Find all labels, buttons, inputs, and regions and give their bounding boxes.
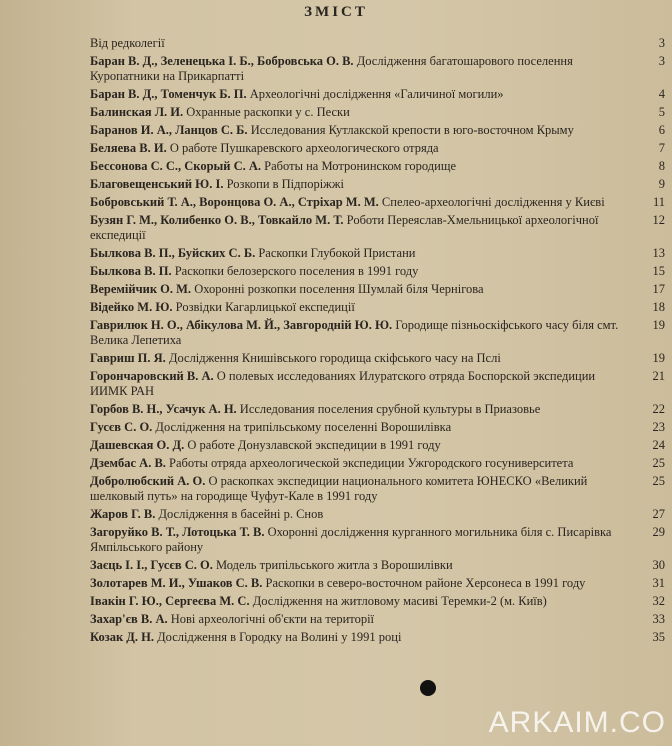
toc-entry-text — [90, 123, 625, 138]
toc-entry-title: О полевых исследованиях Илуратского отряда Боспорской экспедиции ИИМК РАН — [90, 369, 596, 398]
toc-entry-text — [90, 213, 625, 243]
toc-entry-title: Работы отряда археологической экспедиции Ужгородского госуниверситета — [169, 456, 574, 470]
toc-entry-title: Дослідження в басейні р. Снов — [158, 507, 324, 521]
toc-entry-text — [90, 438, 625, 453]
toc-entry — [90, 402, 665, 417]
toc-entry — [90, 213, 665, 243]
toc-entry-page: 13 — [652, 246, 665, 260]
toc-entry — [90, 438, 665, 453]
toc-entry-title: Раскопки в северо-восточном районе Херсонеса в 1991 году — [265, 576, 586, 590]
toc-entry — [90, 612, 665, 627]
toc-entry-page: 6 — [658, 123, 665, 137]
toc-entry-text — [90, 159, 625, 174]
toc-entry-text — [90, 576, 625, 591]
table-of-contents — [90, 36, 665, 648]
toc-entry — [90, 594, 665, 609]
toc-entry — [90, 525, 665, 555]
toc-entry — [90, 123, 665, 138]
toc-entry-text — [90, 351, 625, 366]
toc-entry-text — [90, 507, 625, 522]
toc-entry-page: 3 — [658, 54, 665, 68]
toc-entry-text — [90, 195, 625, 210]
toc-entry-page: 11 — [652, 195, 665, 209]
toc-entry-author: Былкова В. П. — [90, 264, 172, 278]
toc-entry-page: 29 — [652, 525, 665, 539]
toc-entry-page: 24 — [652, 438, 665, 452]
toc-entry-author: Горончаровский В. А. — [90, 369, 214, 383]
toc-entry — [90, 246, 665, 261]
toc-entry-title: Дослідження на трипільському поселенні Ворошилівка — [155, 420, 452, 434]
toc-entry — [90, 318, 665, 348]
toc-entry-text — [90, 264, 625, 279]
toc-entry-page: 25 — [652, 474, 665, 488]
toc-entry — [90, 474, 665, 504]
toc-entry-title: Раскопки Глубокой Пристани — [258, 246, 416, 260]
toc-entry-author: Відейко М. Ю. — [90, 300, 173, 314]
toc-entry-title: О работе Пушкаревского археологического отряда — [169, 141, 439, 155]
toc-entry-page: 9 — [658, 177, 665, 191]
toc-entry-title: О работе Донузлавской экспедиции в 1991 году — [187, 438, 441, 452]
toc-entry-page: 22 — [652, 402, 665, 416]
toc-entry-title: О раскопках экспедиции национального комитета ЮНЕСКО «Великий шелковый путь» на городище Чуфут-Кале в 1991 году — [90, 474, 588, 503]
toc-entry-page: 35 — [652, 630, 665, 644]
toc-entry — [90, 507, 665, 522]
toc-entry-author: Жаров Г. В. — [90, 507, 156, 521]
toc-entry-page: 4 — [658, 87, 665, 101]
toc-entry-title: Дослідження в Городку на Волині у 1991 році — [157, 630, 402, 644]
toc-entry-author: Гаврилюк Н. О., Абікулова М. Й., Завгородній Ю. Ю. — [90, 318, 393, 332]
toc-entry — [90, 351, 665, 366]
page-title: ЗМІСТ — [304, 4, 368, 20]
toc-entry-text — [90, 630, 625, 645]
toc-entry-text — [90, 369, 625, 399]
toc-entry-author: Дашевская О. Д. — [90, 438, 185, 452]
toc-entry-title: Исследования поселения срубной культуры в Приазовье — [239, 402, 541, 416]
toc-entry-title: Розкопи в Підпоріжжі — [226, 177, 344, 191]
toc-entry-author: Дзембас А. В. — [90, 456, 166, 470]
toc-entry-page: 27 — [652, 507, 665, 521]
toc-entry-page: 3 — [658, 36, 665, 50]
toc-entry-text — [90, 456, 625, 471]
toc-entry-author: Золотарев М. И., Ушаков С. В. — [90, 576, 263, 590]
toc-entry — [90, 141, 665, 156]
toc-entry — [90, 456, 665, 471]
toc-entry-text — [90, 36, 625, 51]
toc-entry — [90, 558, 665, 573]
toc-entry-title: Спелео-археологічні дослідження у Києві — [381, 195, 605, 209]
toc-entry-author: Заєць І. І., Гусєв С. О. — [90, 558, 213, 572]
toc-entry-title: Охранные раскопки у с. Пески — [186, 105, 350, 119]
toc-entry-author: Балинская Л. И. — [90, 105, 184, 119]
toc-entry-page: 33 — [652, 612, 665, 626]
toc-entry-title: Охоронні дослідження курганного могильника біля с. Писарівка Ямпільського району — [90, 525, 612, 554]
toc-entry-author: Беляева В. И. — [90, 141, 167, 155]
toc-entry-author: Горбов В. Н., Усачук А. Н. — [90, 402, 237, 416]
toc-entry-page: 23 — [652, 420, 665, 434]
toc-entry-text — [90, 558, 625, 573]
toc-entry-page: 18 — [652, 300, 665, 314]
toc-entry-text — [90, 612, 625, 627]
toc-entry-title: Исследования Кутлакской крепости в юго-восточном Крыму — [250, 123, 574, 137]
toc-entry-text — [90, 54, 625, 84]
toc-entry — [90, 630, 665, 645]
toc-entry-author: Баран В. Д., Зеленецька І. Б., Бобровська О. В. — [90, 54, 354, 68]
toc-entry-author: Баран В. Д., Томенчук Б. П. — [90, 87, 247, 101]
toc-entry-title: Работы на Мотронинском городище — [264, 159, 456, 173]
toc-entry-author: Івакін Г. Ю., Сергеєва М. С. — [90, 594, 250, 608]
toc-entry-author: Былкова В. П., Буйских С. Б. — [90, 246, 256, 260]
toc-entry-author: Бессонова С. С., Скорый С. А. — [90, 159, 262, 173]
toc-entry-text — [90, 87, 625, 102]
toc-entry-text — [90, 420, 625, 435]
toc-entry-author: Захар'єв В. А. — [90, 612, 168, 626]
toc-entry-author: Козак Д. Н. — [90, 630, 154, 644]
toc-entry — [90, 282, 665, 297]
toc-entry — [90, 36, 665, 51]
toc-entry-author: Гавриш П. Я. — [90, 351, 166, 365]
toc-entry-title: Нові археологічні об'єкти на території — [170, 612, 375, 626]
toc-entry-page: 19 — [652, 318, 665, 332]
toc-entry-author: Добролюбский А. О. — [90, 474, 206, 488]
toc-entry-title: Дослідження багатошарового поселення Куропатники на Прикарпатті — [90, 54, 573, 83]
toc-entry-author: Баранов И. А., Ланцов С. Б. — [90, 123, 248, 137]
toc-entry-page: 17 — [652, 282, 665, 296]
toc-entry-page: 31 — [652, 576, 665, 590]
toc-entry-author: Веремійчик О. М. — [90, 282, 192, 296]
toc-entry-title: Роботи Переяслав-Хмельницької археологічної експедиції — [90, 213, 599, 242]
toc-entry-author: Благовещенський Ю. І. — [90, 177, 224, 191]
toc-entry-page: 5 — [658, 105, 665, 119]
toc-entry-author: Бобровський Т. А., Воронцова О. А., Стріхар М. М. — [90, 195, 379, 209]
toc-entry-page: 7 — [658, 141, 665, 155]
toc-entry — [90, 105, 665, 120]
toc-entry — [90, 87, 665, 102]
camera-lens-dot — [420, 680, 436, 696]
toc-entry-text — [90, 525, 625, 555]
toc-entry-text — [90, 402, 625, 417]
toc-entry-author: Бузян Г. М., Колибенко О. В., Товкайло М. Т. — [90, 213, 344, 227]
toc-entry — [90, 177, 665, 192]
toc-entry-page: 30 — [652, 558, 665, 572]
toc-entry-title: Охоронні розкопки поселення Шумлай біля Чернігова — [194, 282, 484, 296]
toc-entry-page: 32 — [652, 594, 665, 608]
toc-entry-title: Городище пізньоскіфського часу біля смт. Велика Лепетиха — [90, 318, 619, 347]
toc-entry-title: Дослідження на житловому масиві Теремки-2 (м. Київ) — [252, 594, 547, 608]
toc-entry-text — [90, 177, 625, 192]
toc-entry-author: Гусєв С. О. — [90, 420, 153, 434]
toc-entry-text — [90, 246, 625, 261]
toc-entry-text — [90, 105, 625, 120]
toc-entry-text — [90, 474, 625, 504]
toc-entry-page: 12 — [652, 213, 665, 227]
toc-entry-page: 19 — [652, 351, 665, 365]
toc-entry-text — [90, 594, 625, 609]
toc-entry-title: Раскопки белозерского поселения в 1991 году — [174, 264, 419, 278]
toc-entry — [90, 369, 665, 399]
toc-entry-text — [90, 141, 625, 156]
toc-entry-title: Від редколегії — [90, 36, 165, 50]
toc-entry-text — [90, 300, 625, 315]
toc-entry-title: Дослідження Книшівського городища скіфського часу на Пслі — [168, 351, 501, 365]
toc-entry-text — [90, 282, 625, 297]
toc-entry — [90, 159, 665, 174]
toc-entry-title: Модель трипільського житла з Ворошилівки — [215, 558, 453, 572]
toc-entry — [90, 576, 665, 591]
toc-entry — [90, 264, 665, 279]
toc-entry — [90, 54, 665, 84]
toc-entry-title: Розвідки Кагарлицької експедиції — [175, 300, 355, 314]
toc-entry — [90, 195, 665, 210]
toc-entry-page: 25 — [652, 456, 665, 470]
toc-entry-page: 15 — [652, 264, 665, 278]
toc-entry-page: 8 — [658, 159, 665, 173]
toc-entry-text — [90, 318, 625, 348]
toc-entry-page: 21 — [652, 369, 665, 383]
toc-entry-author: Загоруйко В. Т., Лотоцька Т. В. — [90, 525, 265, 539]
toc-entry — [90, 300, 665, 315]
toc-entry — [90, 420, 665, 435]
toc-entry-title: Археологічні дослідження «Галичиної могили» — [249, 87, 504, 101]
watermark: ARKAIM.CO — [488, 706, 666, 739]
